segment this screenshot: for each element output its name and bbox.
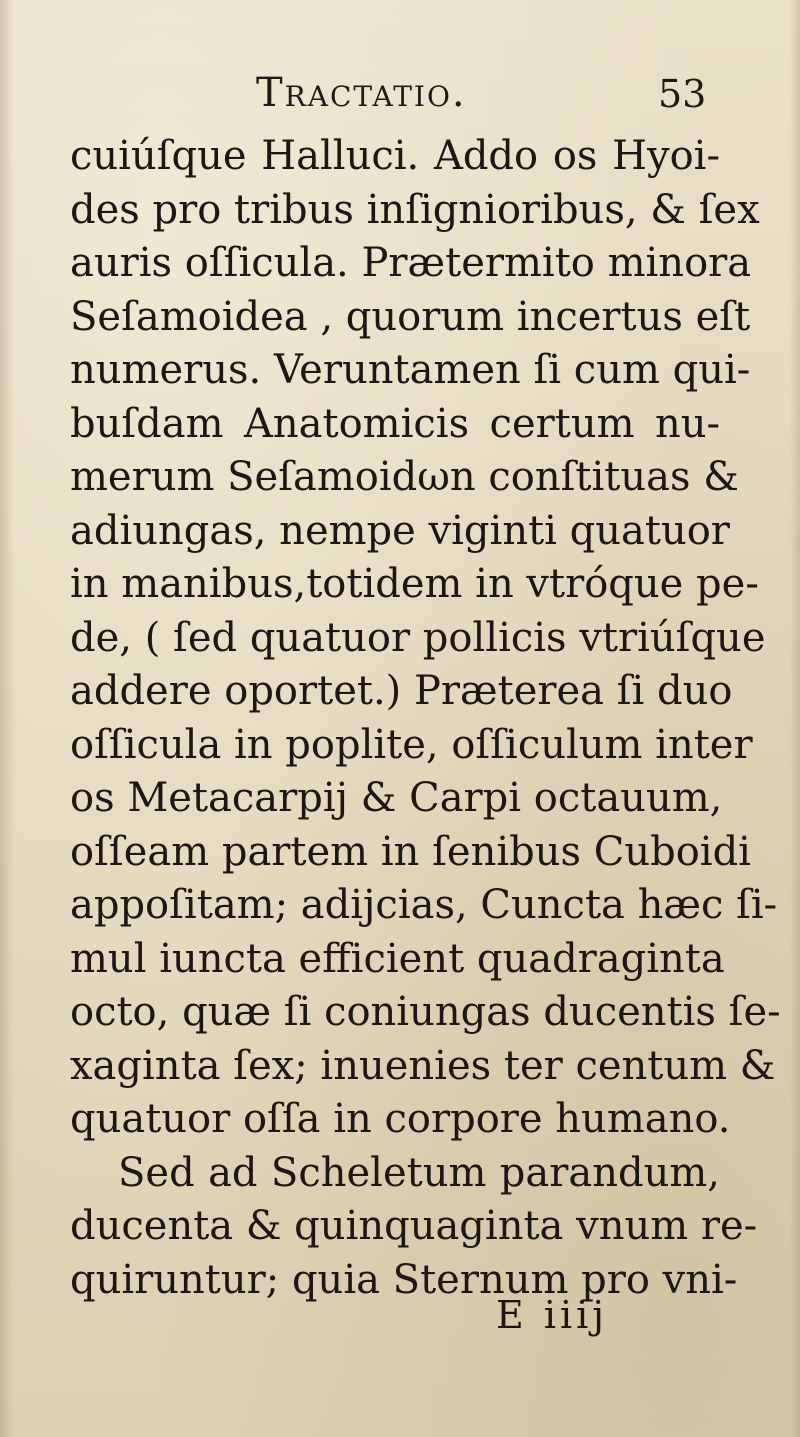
text-line: xaginta ſex; inuenies ter centum & bbox=[70, 1042, 776, 1089]
text-line: quatuor oſſa in corpore humano. bbox=[70, 1096, 731, 1142]
running-title: Tractatio. bbox=[256, 70, 467, 116]
page-number: 53 bbox=[658, 72, 707, 116]
text-line: numerus. Veruntamen ſi cum qui- bbox=[70, 347, 751, 393]
body-text bbox=[70, 130, 781, 1307]
text-line: Sed ad Scheletum parandum, bbox=[118, 1149, 720, 1196]
text-line: appoſitam; adijcias, Cuncta hæc ſi- bbox=[70, 882, 778, 928]
text-line: Seſamoidea , quorum incertus eſt bbox=[70, 293, 751, 340]
text-line: adiungas, nempe viginti quatuor bbox=[70, 507, 730, 554]
text-line: quiruntur; quia Sternum pro vni- bbox=[70, 1256, 738, 1303]
page-header bbox=[0, 70, 800, 130]
text-line: buſdam Anatomicis certum nu- bbox=[70, 400, 720, 447]
text-line: addere oportet.) Præterea ſi duo bbox=[70, 668, 733, 714]
text-line: ducenta & quinquaginta vnum re- bbox=[70, 1203, 758, 1249]
text-line: cuiúſque Halluci. Addo os Hyoi- bbox=[70, 133, 720, 179]
text-line: merum Seſamoidωn conſtituas & bbox=[70, 454, 739, 500]
text-line: oſſicula in poplite, oſſiculum inter bbox=[70, 721, 753, 768]
text-line: des pro tribus inſignioribus, & ſex bbox=[70, 186, 760, 233]
text-line: oſſeam partem in ſenibus Cuboidi bbox=[70, 828, 751, 875]
text-line: octo, quæ ſi coniungas ducentis ſe- bbox=[70, 989, 781, 1035]
text-line: in manibus,totidem in vtróque pe- bbox=[70, 561, 759, 607]
text-line: de, ( ſed quatuor pollicis vtriúſque bbox=[70, 614, 766, 661]
page-shadow-left bbox=[0, 0, 14, 1437]
text-line: os Metacarpij & Carpi octauum, bbox=[70, 775, 723, 821]
text-line: mul iuncta efficient quadraginta bbox=[70, 935, 725, 982]
page-shadow-right bbox=[790, 0, 800, 1437]
signature-mark: E iiij bbox=[496, 1293, 609, 1337]
text-line: auris oſſicula. Prætermito minora bbox=[70, 240, 752, 286]
